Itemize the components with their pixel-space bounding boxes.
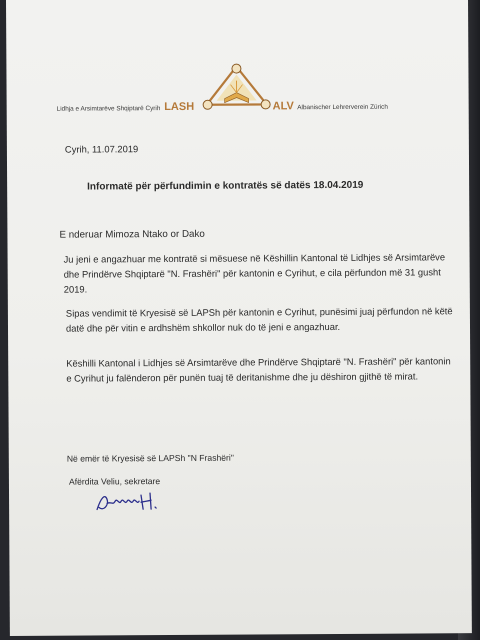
letterhead-right-text: Albanischer Lehrerverein Zürich bbox=[297, 103, 388, 112]
letter-closing: Në emër të Kryesisë së LAPSh "N Frashëri" bbox=[66, 452, 234, 464]
letter-date: Cyrih, 11.07.2019 bbox=[64, 143, 139, 155]
letterhead-right bbox=[273, 100, 388, 113]
letter-subject: Informatë për përfundimin e kontratës së datës 18.04.2019 bbox=[87, 179, 364, 193]
letterhead-left-text: Lidhja e Arsimtarëve Shqiptarë Cyrih bbox=[56, 105, 161, 113]
letter-paragraph-2: Sipas vendimit të Kryesisë së LAPSh për kantonin e Cyrihut, punësimi juaj përfundon në këtë datë dhe për vitin e ardhshëm shkollor nuk do të jeni e angazhuar. bbox=[65, 305, 453, 334]
letter-signatory: Afërdita Veliu, sekretare bbox=[68, 476, 161, 487]
letter-greeting: E nderuar Mimoza Ntako or Dako bbox=[59, 228, 205, 241]
letterhead-right-code: ALV bbox=[272, 100, 294, 113]
letter-paragraph-3: Këshilli Kantonal i Lidhjes së Arsimtarëve dhe Prindërve Shqiptarë "N. Frashëri" për kantonin e Cyrihut ju falënderon për punën tuaj të deritanishme dhe ju dëshiron gjithë të mirat. bbox=[66, 355, 451, 384]
organization-logo-icon bbox=[198, 62, 274, 110]
letterhead-left bbox=[57, 101, 195, 114]
handwritten-signature-icon bbox=[93, 487, 173, 517]
letter-page bbox=[6, 0, 472, 636]
letterhead-left-code: LASH bbox=[164, 100, 195, 114]
letter-paragraph-1: Ju jeni e angazhuar me kontratë si mësuese në Këshillin Kantonal të Lidhjes së Arsimtarëve dhe Prindërve Shqiptarë "N. Frashëri" për kantonin e Cyrihut, e cila përfundon më 31 gusht 2019. bbox=[63, 251, 446, 295]
letterhead bbox=[6, 61, 468, 114]
